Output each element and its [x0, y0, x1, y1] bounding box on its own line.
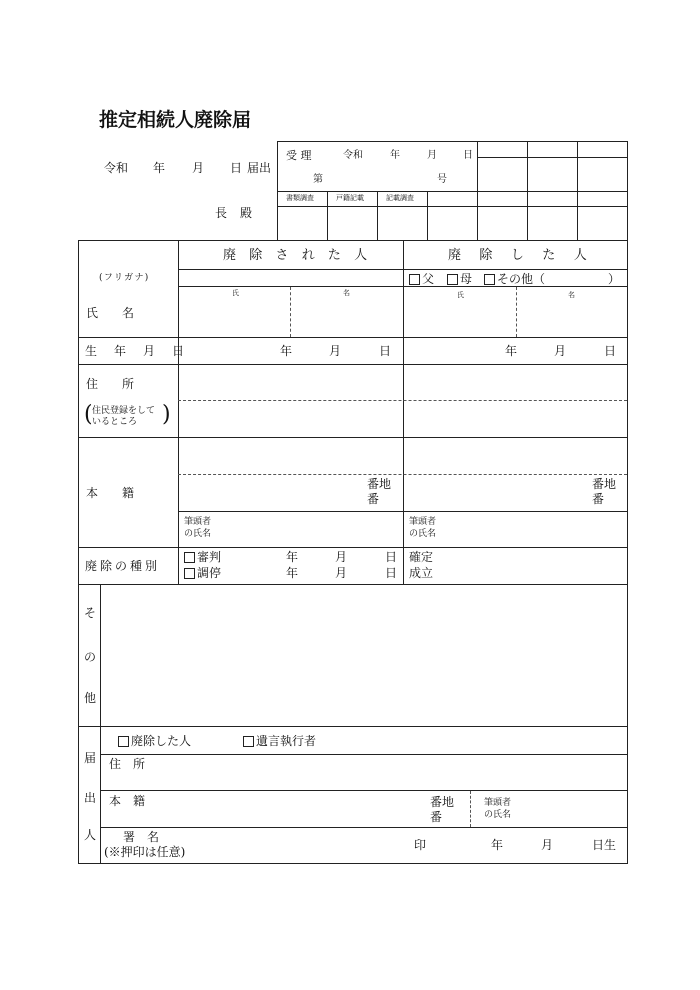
filer-head-label-2: の氏名 — [484, 810, 512, 820]
checkbox-mother[interactable] — [447, 274, 458, 285]
row-removal-type: 廃除の種別 — [85, 559, 161, 573]
removed-furigana-field[interactable] — [179, 270, 402, 286]
label-mother: 母 — [460, 272, 473, 286]
column-removed: 廃 除 さ れ た 人 — [223, 248, 372, 263]
label-established: 成立 — [409, 566, 434, 580]
label-mediation: 調停 — [197, 566, 222, 580]
filer-seal-note: (※押印は任意) — [104, 845, 186, 859]
checkbox-other-relation[interactable] — [484, 274, 495, 285]
filer-birth-month: 月 — [541, 838, 554, 852]
row-honseki: 本 籍 — [86, 486, 135, 500]
checkbox-filer-executor[interactable] — [243, 736, 254, 747]
chief-label: 長 — [215, 206, 228, 220]
office-year: 年 — [390, 150, 400, 161]
label-judgment: 審判 — [197, 550, 222, 564]
honorific-label: 殿 — [240, 206, 253, 220]
filer-honseki-label: 本 籍 — [109, 794, 146, 808]
filer-address-field[interactable] — [160, 755, 627, 789]
filer-signature-field[interactable] — [200, 828, 405, 862]
office-era: 令和 — [343, 150, 363, 161]
row-birthdate: 生 年 月 日 — [85, 344, 191, 358]
row-filer-1: 届 — [84, 751, 97, 765]
checkbox-father[interactable] — [409, 274, 420, 285]
removed-ban: 番 — [367, 492, 380, 506]
filer-head-label-1: 筆頭者 — [484, 798, 512, 808]
address-note-1: 住民登録をして — [92, 406, 156, 416]
row-address: 住 所 — [86, 377, 135, 391]
removed-banchi: 番地 — [367, 477, 392, 491]
office-koseki-entry: 戸籍記載 — [336, 194, 364, 202]
office-dai: 第 — [313, 174, 323, 185]
checkbox-judgment[interactable] — [184, 552, 195, 563]
filer-address-label: 住 所 — [109, 757, 146, 771]
remover-birth-year: 年 — [505, 344, 518, 358]
office-month: 月 — [427, 150, 437, 161]
filing-date-year: 年 — [153, 161, 166, 175]
checkbox-filer-removed-by[interactable] — [118, 736, 129, 747]
filer-birth-year: 年 — [491, 838, 504, 852]
label-other-close: ） — [608, 272, 621, 286]
label-finalized: 確定 — [409, 550, 434, 564]
remover-ban: 番 — [592, 492, 605, 506]
remover-given-label: 名 — [568, 291, 575, 299]
removed-head-label-1: 筆頭者 — [184, 517, 212, 527]
row-furigana: (フリガナ) — [99, 273, 150, 283]
filer-banchi: 番地 — [430, 795, 455, 809]
office-doc-check: 書類調査 — [286, 194, 314, 202]
office-day: 日 — [463, 150, 473, 161]
filer-birth-day: 日生 — [592, 838, 617, 852]
label-father: 父 — [422, 272, 435, 286]
filer-ban: 番 — [430, 810, 443, 824]
address-note-close: ) — [162, 402, 171, 427]
address-note-2: いるところ — [92, 417, 138, 427]
filer-honseki-field[interactable] — [160, 791, 425, 826]
office-go: 号 — [437, 174, 447, 185]
judgment-month: 月 — [335, 550, 348, 564]
remover-head-label-2: の氏名 — [409, 529, 437, 539]
removed-surname-label: 氏 — [232, 289, 239, 297]
label-filer-executor: 遺言執行者 — [256, 734, 317, 748]
address-note-open: ( — [84, 402, 93, 427]
remover-address-field[interactable] — [404, 365, 627, 436]
other-notes-field[interactable] — [101, 585, 627, 725]
filing-date-day: 日 — [230, 161, 243, 175]
removed-given-label: 名 — [343, 289, 350, 297]
filer-signature-label: 署 名 — [123, 830, 160, 844]
removed-address-field[interactable] — [179, 365, 402, 436]
row-filer-2: 出 — [84, 791, 97, 805]
office-entry-check: 記載調査 — [386, 194, 414, 202]
removed-birth-year: 年 — [280, 344, 293, 358]
label-filer-removed-by: 廃除した人 — [131, 734, 192, 748]
checkbox-mediation[interactable] — [184, 568, 195, 579]
filing-date-era: 令和 — [104, 161, 129, 175]
form-title: 推定相続人廃除届 — [99, 109, 252, 131]
remover-banchi: 番地 — [592, 477, 617, 491]
filer-seal-mark: 印 — [414, 838, 427, 852]
column-remover: 廃 除 し た 人 — [448, 248, 594, 263]
row-other-3: 他 — [84, 691, 97, 705]
filing-label: 届出 — [247, 161, 272, 175]
removed-birth-day: 日 — [379, 344, 392, 358]
row-other-2: の — [84, 650, 97, 664]
judgment-day: 日 — [385, 550, 398, 564]
row-other-1: そ — [84, 606, 97, 620]
remover-birth-month: 月 — [554, 344, 567, 358]
remover-birth-day: 日 — [604, 344, 617, 358]
label-other-relation: その他（ — [497, 272, 546, 286]
mediation-day: 日 — [385, 566, 398, 580]
office-received: 受 理 — [286, 149, 312, 162]
mediation-month: 月 — [335, 566, 348, 580]
removed-birth-month: 月 — [329, 344, 342, 358]
row-filer-3: 人 — [84, 828, 97, 842]
removed-head-label-2: の氏名 — [184, 529, 212, 539]
judgment-year: 年 — [286, 550, 299, 564]
mediation-year: 年 — [286, 566, 299, 580]
remover-surname-label: 氏 — [457, 291, 464, 299]
row-name: 氏 名 — [86, 306, 135, 320]
filing-date-month: 月 — [192, 161, 205, 175]
remover-head-label-1: 筆頭者 — [409, 517, 437, 527]
